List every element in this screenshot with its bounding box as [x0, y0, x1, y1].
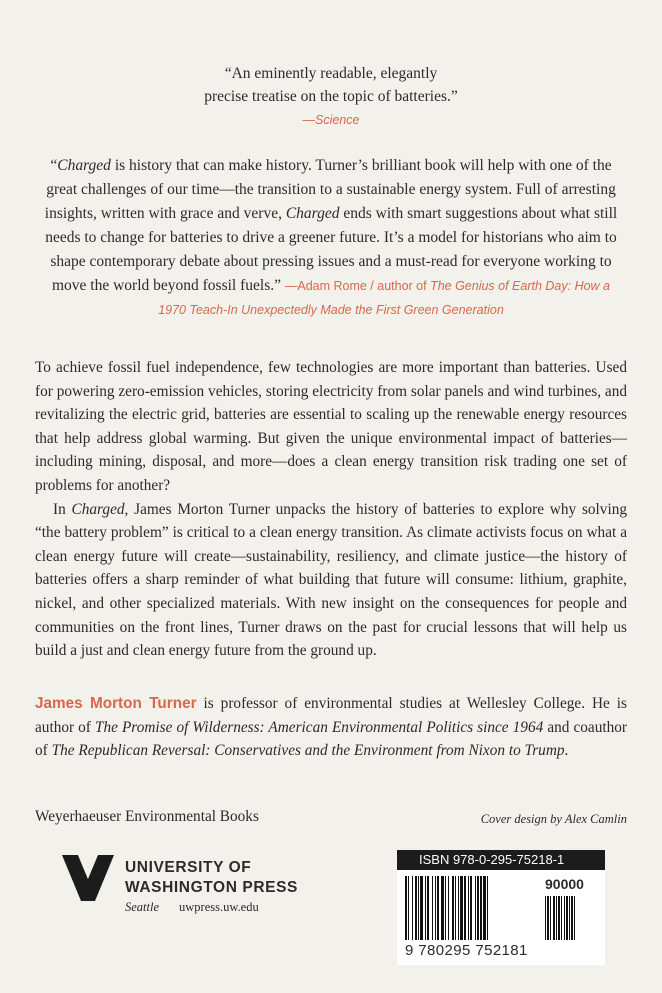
barcode-bar [418, 876, 419, 940]
barcode-bar [427, 876, 429, 940]
barcode-bar [477, 876, 479, 940]
cover-credit: Cover design by Alex Camlin [480, 812, 627, 826]
barcode-bar [480, 876, 482, 940]
barcode-bar [441, 876, 444, 940]
barcode-bar [420, 876, 423, 940]
publisher-city: Seattle [125, 900, 160, 914]
barcode-bar [452, 876, 454, 940]
barcode-bar [574, 896, 575, 940]
barcode-bar [412, 876, 413, 940]
barcode-bar [483, 876, 486, 940]
barcode-bar [558, 896, 560, 940]
publisher-url: uwpress.uw.edu [179, 900, 259, 914]
barcode-bar [487, 876, 488, 940]
barcode-bar [566, 896, 568, 940]
barcode-bar [458, 876, 459, 940]
quote-attribution: —Adam Rome / author of The Genius of Earth Day: How a 1970 Teach-In Unexpectedly Made the First Green Generation [158, 279, 611, 317]
barcode-price-code: 90000 [545, 876, 584, 892]
barcode-bar [460, 876, 463, 940]
barcode [397, 870, 605, 965]
publisher-name: UNIVERSITY OF WASHINGTON PRESS [125, 859, 298, 896]
barcode-bar [448, 876, 449, 940]
barcode-bar [435, 876, 436, 940]
barcode-bar [405, 876, 407, 940]
series-name: Weyerhaeuser Environmental Books [35, 808, 259, 825]
barcode-bar [553, 896, 555, 940]
barcode-bar [547, 896, 549, 940]
barcode-bar [445, 876, 446, 940]
barcode-bar [468, 876, 469, 940]
quote-line: “An eminently readable, elegantly [224, 65, 438, 82]
barcode-bar [545, 896, 546, 940]
barcode-bar [561, 896, 562, 940]
description-paragraph: In Charged, James Morton Turner unpacks the history of batteries to explore why solving “the battery problem” is critical to a clean energy transition. As climate activists focus on what a clean energy future will create—sustainability, resiliency, and climate justice—the history of batteries offers a sharp reminder of what building that future will consume: lithium, graphite, nickel, and other specialized materials. With new insight on the consequences for people and communities on the front lines, Turner draws on the past for crucial lessons that will help us build a just and clean energy future from the ground up. [35, 500, 627, 660]
barcode-bar [464, 876, 466, 940]
description-paragraph: To achieve fossil fuel independence, few technologies are more important than batteries. Used for powering zero-emission vehicles, storing electricity from solar panels and wind turbines, and revitalizing the electric grid, batteries are essential to scaling up the renewable energy resources that help address global warming. But given the unique environmental impact of batteries—including mining, disposal, and more—does a clean energy transition risk trading one set of problems for another? [35, 359, 627, 494]
review-quote-rome: “Charged is history that can make history. Turner’s brilliant book will help with one of the great challenges of our time—the transition to a sustainable energy system. Full of arresting insights, written with grace and verve, Charged ends with smart suggestions about what still needs to change for batteries to drive a greener future. It’s a model for historians who aim to shape contemporary debate about pressing issues and a must-read for everyone working to move the world beyond fossil fuels.” —Adam Rome / author of The Genius of Earth Day: How a 1970 Teach-In Unexpectedly Made the First Green Generation [44, 157, 618, 317]
barcode-bar [470, 876, 472, 940]
quote-source: —Science [302, 113, 360, 127]
isbn-label: ISBN 978-0-295-75218-1 [397, 850, 605, 870]
book-title: The Promise of Wilderness: American Environmental Politics since 1964 [94, 718, 544, 736]
book-title: Charged [57, 157, 111, 174]
publisher-block [62, 855, 342, 925]
barcode-bar [425, 876, 426, 940]
barcode-bar [432, 876, 433, 940]
book-description [35, 356, 627, 663]
barcode-bar [455, 876, 456, 940]
book-title: Charged [285, 205, 340, 222]
author-name: James Morton Turner [35, 695, 197, 712]
barcode-bar [475, 876, 476, 940]
barcode-bar [408, 876, 409, 940]
review-quote-science [0, 62, 662, 130]
barcode-bar [569, 896, 570, 940]
book-title: The Republican Reversal: Conservatives and the Environment from Nixon to Trump [51, 742, 565, 760]
barcode-bar [571, 896, 573, 940]
barcode-bar [437, 876, 439, 940]
barcode-digits: 9 780295 752181 [405, 942, 528, 959]
barcode-bar [556, 896, 557, 940]
author-bio: James Morton Turner is professor of environmental studies at Wellesley College. He is author of The Promise of Wilderness: American Environmental Politics since 1964 and coauthor of The Republican Reversal: Conservatives and the Environment from Nixon to Trump. [35, 695, 628, 760]
barcode-bar [415, 876, 417, 940]
barcode-bar [550, 896, 551, 940]
barcode-bar [564, 896, 565, 940]
quote-line: precise treatise on the topic of batteries.” [204, 88, 458, 105]
uw-press-logo-icon [62, 855, 114, 901]
